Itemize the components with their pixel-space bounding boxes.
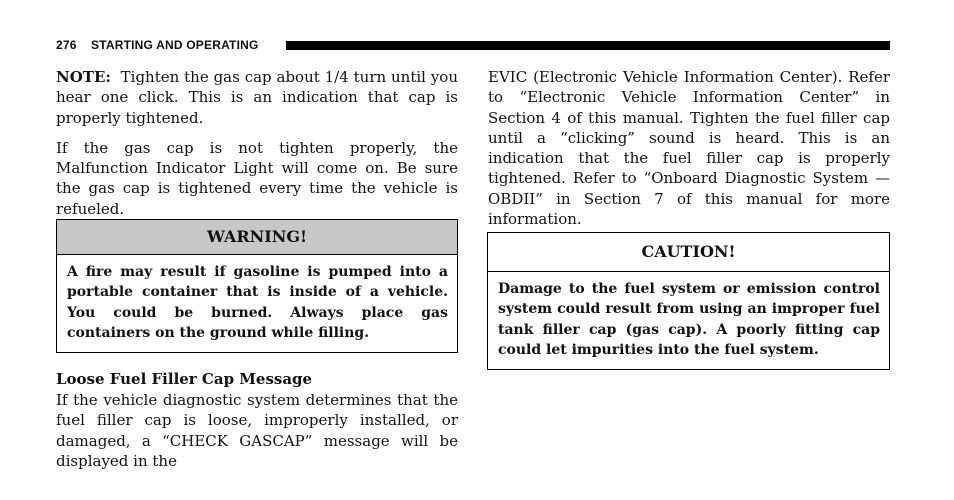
loose-cap-subheading: Loose Fuel Filler Cap Message bbox=[56, 370, 313, 388]
section-title: STARTING AND OPERATING bbox=[91, 38, 259, 52]
warning-body: A fire may result if gasoline is pumped into a portable container that is inside of a vehicle. You could be burned. Always place gas containers on the ground while filling. bbox=[67, 264, 448, 342]
left-column bbox=[56, 67, 458, 219]
note-paragraph bbox=[56, 67, 458, 128]
malfunction-paragraph: If the gas cap is not tighten properly, the Malfunction Indicator Light will come on. Be sure the gas cap is tightened every time the vehicle is refueled. bbox=[56, 138, 458, 218]
note-text: Tighten the gas cap about 1/4 turn until you hear one click. This is an indication that cap is properly tightened. bbox=[56, 68, 458, 127]
warning-title: WARNING! bbox=[57, 220, 457, 255]
caution-box bbox=[487, 232, 890, 370]
page-header bbox=[56, 37, 890, 53]
evic-paragraph: EVIC (Electronic Vehicle Information Center). Refer to “Electronic Vehicle Information Center” in Section 4 of this manual. Tighten the fuel filler cap until a “clicking” sound is heard. This is an indication that the fuel filler cap is properly tightened. Refer to “Onboard Diagnostic System — OBDII” in Section 7 of this manual for more information. bbox=[488, 68, 890, 229]
note-label: NOTE: bbox=[56, 68, 111, 86]
right-column bbox=[488, 67, 890, 229]
warning-box bbox=[56, 219, 458, 353]
loose-cap-paragraph: If the vehicle diagnostic system determines that the fuel filler cap is loose, improperly installed, or damaged, a “CHECK GASCAP” message will be displayed in the bbox=[56, 391, 458, 470]
header-rule bbox=[286, 41, 890, 50]
caution-body: Damage to the fuel system or emission control system could result from using an improper fuel tank filler cap (gas cap). A poorly fitting cap could let impurities into the fuel system. bbox=[498, 281, 880, 359]
page-number: 276 bbox=[56, 38, 77, 52]
caution-title: CAUTION! bbox=[488, 233, 889, 272]
